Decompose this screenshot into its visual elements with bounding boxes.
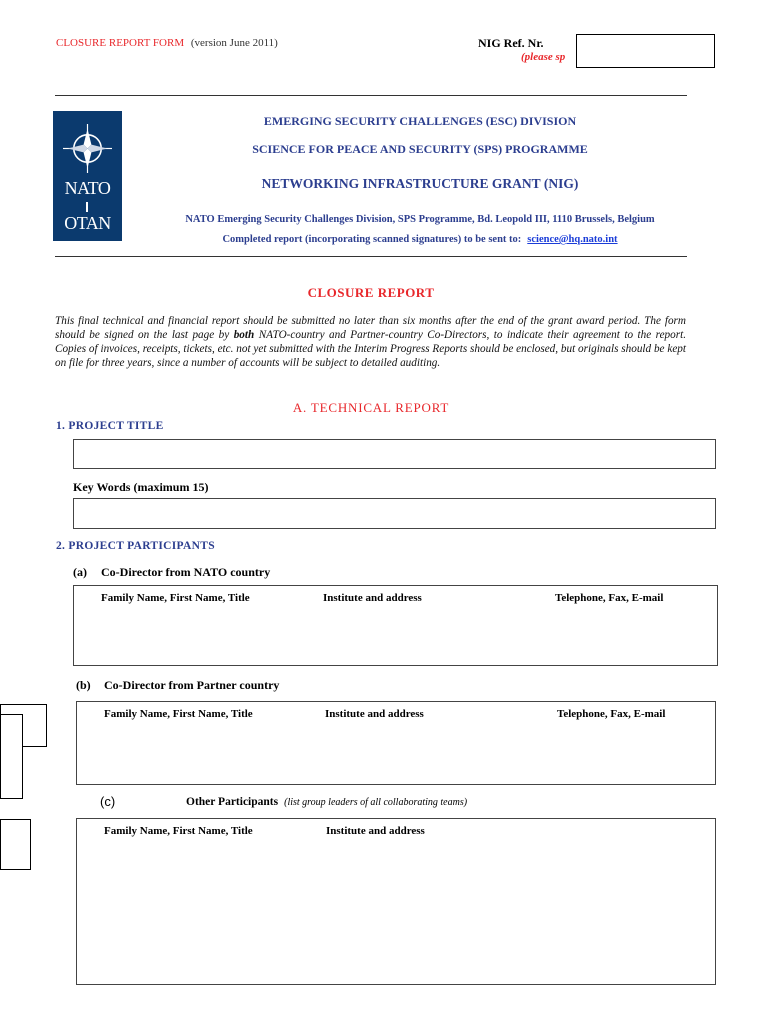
other-participants-note: (list group leaders of all collaborating teams) [284,797,468,808]
col-institute-header: Institute and address [323,592,422,604]
header-divider [55,95,687,96]
col-contact-header: Telephone, Fax, E-mail [557,708,666,720]
col-name-header: Family Name, First Name, Title [104,708,253,720]
project-title-heading: 1. PROJECT TITLE [56,420,164,432]
grant-heading: NETWORKING INFRASTRUCTURE GRANT (NIG) [261,176,579,191]
intro-text-1: This final technical and financial report should be submitted no later than six months after the end of the grant award period. The form should be signed on the last page by [55,315,686,341]
keywords-field[interactable] [73,498,716,529]
division-heading: EMERGING SECURITY CHALLENGES (ESC) DIVISION [263,114,577,128]
col-name-header: Family Name, First Name, Title [104,825,253,837]
intro-emphasis: both [233,329,255,341]
col-institute-header: Institute and address [325,708,424,720]
form-version: (version June 2011) [190,37,278,49]
participant-b-marker: (b) [76,678,91,692]
ref-number-field[interactable] [576,34,715,68]
programme-heading: SCIENCE FOR PEACE AND SECURITY (SPS) PROGRAMME [252,142,588,156]
partner-codirector-field[interactable] [76,701,716,785]
participants-heading: 2. PROJECT PARTICIPANTS [56,540,215,552]
participant-a-label: Co-Director from NATO country [101,565,271,579]
send-to-label: Completed report (incorporating scanned signatures) to be sent to: [222,234,522,245]
section-a-heading: A. TECHNICAL REPORT [292,400,450,415]
intro-paragraph [55,314,686,370]
side-margin-box [0,714,23,799]
other-participants-label: Other Participants [186,796,279,808]
keywords-label: Key Words (maximum 15) [73,480,209,494]
col-name-header: Family Name, First Name, Title [101,592,250,604]
email-link[interactable]: science@hq.nato.int [527,234,618,245]
nato-codirector-field[interactable] [73,585,718,666]
intro-text-2: NATO-country and Partner-country Co-Directors, to indicate their agreement to the report. Copies of invoices, receipts, tickets, etc. not yet submitted with the Interim Progress Reports should be enclosed, but originals should be kept on file for three years, since a number of accounts will be subject to detailed auditing. [55,329,686,369]
nato-logo [53,111,122,241]
ref-note: (please sp [521,51,566,63]
participant-c-marker: (c) [100,794,116,809]
ref-label: NIG Ref. Nr. [478,36,544,50]
logo-separator [86,202,88,212]
report-title: CLOSURE REPORT [307,285,435,300]
logo-text-otan: OTAN [64,213,111,233]
participant-c-label [186,796,467,808]
participant-a-marker: (a) [73,565,87,579]
header-bottom-divider [55,256,687,257]
project-title-field[interactable] [73,439,716,469]
side-margin-box [0,819,31,870]
col-institute-header: Institute and address [326,825,425,837]
send-to-line [150,234,690,245]
nato-star-icon [63,124,112,173]
other-participants-field[interactable] [76,818,716,985]
form-header [56,37,278,49]
address-line: NATO Emerging Security Challenges Division, SPS Programme, Bd. Leopold III, 1110 Brussels, Belgium [185,214,655,225]
logo-text-nato: NATO [64,178,111,198]
form-title: CLOSURE REPORT FORM [56,37,185,49]
col-contact-header: Telephone, Fax, E-mail [555,592,664,604]
participant-b-label: Co-Director from Partner country [104,678,280,692]
